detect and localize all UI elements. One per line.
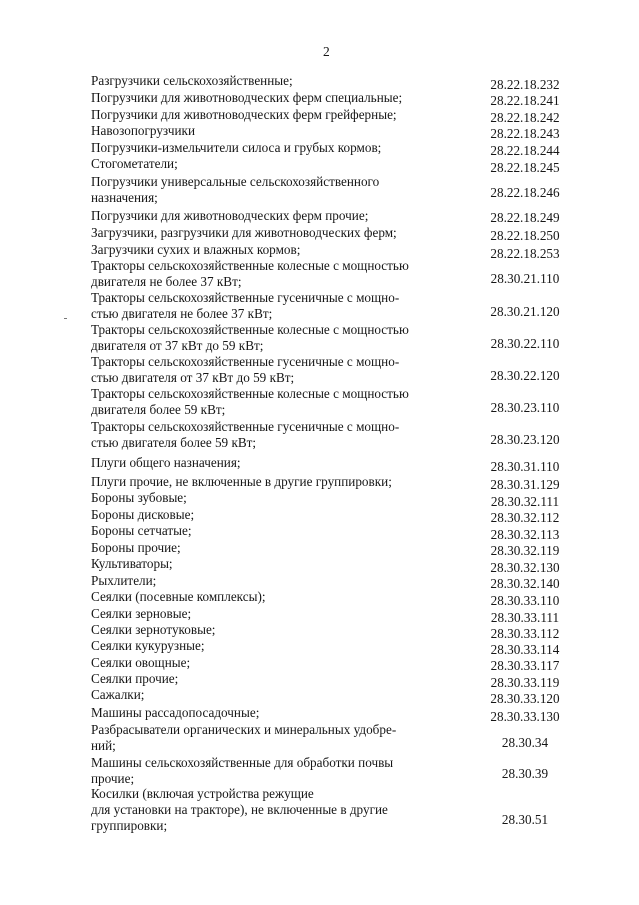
item-description: Тракторы сельскохозяйственные гусеничные с мощно- стью двигателя от 37 кВт до 59 кВт; <box>91 354 400 385</box>
item-code: 28.30.32.130 <box>490 560 560 575</box>
item-description: Навозопогрузчики <box>91 123 196 138</box>
item-code: 28.30.32.111 <box>490 494 560 509</box>
page-number: 2 <box>323 44 330 59</box>
item-code: 28.30.31.129 <box>490 477 560 492</box>
item-description: Плуги общего назначения; <box>91 455 241 470</box>
item-description: Разбрасыватели органических и минеральных удобре- ний; <box>91 722 397 753</box>
item-code: 28.30.23.110 <box>490 400 560 415</box>
item-description: Сеялки овощные; <box>91 655 191 670</box>
item-description: Погрузчики универсальные сельскохозяйственного назначения; <box>91 174 380 205</box>
item-description: Тракторы сельскохозяйственные гусеничные с мощно- стью двигателя не более 37 кВт; <box>91 290 400 321</box>
item-description: Разгрузчики сельскохозяйственные; <box>91 73 293 88</box>
item-code: 28.22.18.246 <box>490 185 560 200</box>
item-code: 28.30.33.119 <box>490 675 560 690</box>
item-code: 28.30.32.112 <box>490 510 560 525</box>
item-code: 28.30.22.110 <box>490 336 560 351</box>
scan-speck <box>64 318 67 319</box>
item-code: 28.22.18.241 <box>490 93 560 108</box>
item-code: 28.30.33.120 <box>490 691 560 706</box>
item-code: 28.30.51 <box>501 812 549 827</box>
item-code: 28.30.33.114 <box>490 642 560 657</box>
item-description: Бороны сетчатые; <box>91 523 192 538</box>
item-code: 28.30.21.110 <box>490 271 560 286</box>
item-code: 28.30.33.111 <box>490 610 560 625</box>
item-code: 28.30.33.130 <box>490 709 560 724</box>
item-description: Тракторы сельскохозяйственные колесные с мощностью двигателя более 59 кВт; <box>91 386 409 417</box>
item-code: 28.30.22.120 <box>490 368 560 383</box>
item-description: Погрузчики для животноводческих ферм прочие; <box>91 208 369 223</box>
item-code: 28.22.18.250 <box>490 228 560 243</box>
item-code: 28.30.34 <box>501 735 549 750</box>
item-description: Тракторы сельскохозяйственные колесные с мощностью двигателя не более 37 кВт; <box>91 258 409 289</box>
item-description: Сеялки зернотуковые; <box>91 622 216 637</box>
item-description: Машины сельскохозяйственные для обработки почвы прочие; <box>91 755 394 786</box>
item-code: 28.22.18.253 <box>490 246 560 261</box>
item-description: Сеялки (посевные комплексы); <box>91 589 266 604</box>
item-code: 28.30.21.120 <box>490 304 560 319</box>
item-description: Сажалки; <box>91 687 145 702</box>
item-code: 28.30.33.110 <box>490 593 560 608</box>
item-description: Загрузчики, разгрузчики для животноводческих ферм; <box>91 225 397 240</box>
item-code: 28.22.18.245 <box>490 160 560 175</box>
item-description: Рыхлители; <box>91 573 157 588</box>
item-description: Сеялки кукурузные; <box>91 638 205 653</box>
item-description: Машины рассадопосадочные; <box>91 705 260 720</box>
item-code: 28.30.32.140 <box>490 576 560 591</box>
item-code: 28.30.31.110 <box>490 459 560 474</box>
item-code: 28.22.18.242 <box>490 110 560 125</box>
item-description: Загрузчики сухих и влажных кормов; <box>91 242 301 257</box>
item-description: Тракторы сельскохозяйственные колесные с мощностью двигателя от 37 кВт до 59 кВт; <box>91 322 409 353</box>
item-description: Косилки (включая устройства режущие для установки на тракторе), не включенные в другие группировки; <box>91 786 388 833</box>
item-description: Сеялки прочие; <box>91 671 179 686</box>
item-description: Плуги прочие, не включенные в другие группировки; <box>91 474 392 489</box>
item-description: Тракторы сельскохозяйственные гусеничные с мощно- стью двигателя более 59 кВт; <box>91 419 400 450</box>
item-description: Погрузчики для животноводческих ферм специальные; <box>91 90 403 105</box>
item-description: Бороны дисковые; <box>91 507 195 522</box>
item-code: 28.30.23.120 <box>490 432 560 447</box>
item-description: Культиваторы; <box>91 556 173 571</box>
item-description: Погрузчики для животноводческих ферм грейферные; <box>91 107 397 122</box>
item-code: 28.30.39 <box>501 766 549 781</box>
item-code: 28.30.32.119 <box>490 543 560 558</box>
item-description: Бороны прочие; <box>91 540 181 555</box>
item-description: Сеялки зерновые; <box>91 606 192 621</box>
item-code: 28.30.33.117 <box>490 658 560 673</box>
item-code: 28.22.18.249 <box>490 210 560 225</box>
item-description: Погрузчики-измельчители силоса и грубых кормов; <box>91 140 382 155</box>
item-code: 28.22.18.244 <box>490 143 560 158</box>
item-description: Бороны зубовые; <box>91 490 187 505</box>
item-code: 28.22.18.232 <box>490 77 560 92</box>
item-code: 28.30.32.113 <box>490 527 560 542</box>
item-code: 28.22.18.243 <box>490 126 560 141</box>
item-description: Стогометатели; <box>91 156 178 171</box>
item-code: 28.30.33.112 <box>490 626 560 641</box>
